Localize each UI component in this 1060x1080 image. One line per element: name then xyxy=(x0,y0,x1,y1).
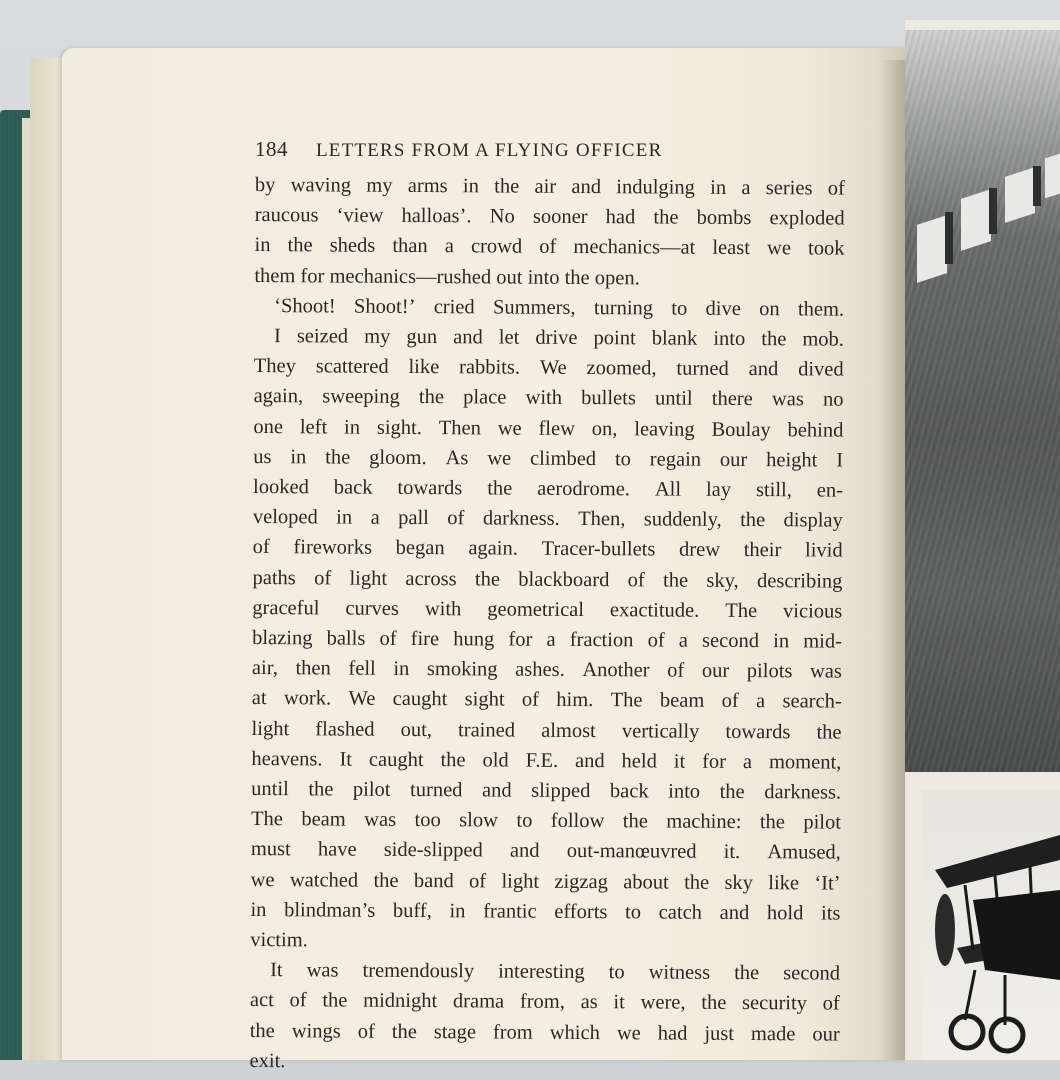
text-line: looked back towards the aerodrome. All lay still, en- xyxy=(252,476,844,502)
text-line: heavens. It caught the old F.E. and held it for a moment, xyxy=(251,747,842,774)
text-line: The beam was too slow to follow the machine: the pilot xyxy=(250,808,842,834)
text-line: at work. We caught sight of him. The beam of a search- xyxy=(251,687,842,714)
text-line: them for mechanics—rushed out into the open. xyxy=(254,264,640,289)
text-line: us in the gloom. As we climbed to regain our height I xyxy=(253,445,844,472)
text-line: of fireworks began again. Tracer-bullets drew their livid xyxy=(252,536,843,563)
text-line: one left in sight. Then we flew on, leaving Boulay behind xyxy=(253,415,844,442)
text-line: It was tremendously interesting to witness the second xyxy=(270,959,841,985)
aerodrome-photo xyxy=(905,30,1060,772)
text-line: I seized my gun and let drive point blank into the mob. xyxy=(273,325,845,351)
text-line: must have side-slipped and out-manœuvred it. Amused, xyxy=(250,838,841,865)
text-line: again, sweeping the place with bullets until there was no xyxy=(253,385,844,412)
text-line: paths of light across the blackboard of the sky, describing xyxy=(252,566,843,593)
hangar-tents xyxy=(905,150,1060,280)
page-number: 184 xyxy=(255,137,288,161)
text-line: we watched the band of light zigzag about the sky like ‘It’ xyxy=(250,868,841,895)
biplane-illustration xyxy=(935,830,1060,1060)
running-title: LETTERS FROM A FLYING OFFICER xyxy=(316,140,663,161)
text-line: air, then fell in smoking ashes. Another of our pilots was xyxy=(251,657,842,683)
text-line: by waving my arms in the air and indulging in a series of xyxy=(254,173,845,200)
running-head xyxy=(255,134,845,170)
text-line: the wings of the stage from which we had just made our xyxy=(249,1019,840,1046)
text-line: in the sheds than a crowd of mechanics—at least we took xyxy=(254,234,845,261)
text-line: until the pilot turned and slipped back into the darkness. xyxy=(251,778,842,804)
text-line: They scattered like rabbits. We zoomed, turned and dived xyxy=(253,355,844,381)
text-line: ‘Shoot! Shoot!’ cried Summers, turning to dive on them. xyxy=(274,294,845,321)
text-line: light flashed out, trained almost vertically towards the xyxy=(251,717,842,744)
text-line: exit. xyxy=(249,1049,286,1073)
text-line: veloped in a pall of darkness. Then, suddenly, the display xyxy=(252,506,843,532)
text-line: act of the midnight drama from, as it were, the security of xyxy=(249,989,840,1016)
body-text xyxy=(249,170,845,1080)
text-line: victim. xyxy=(250,929,308,952)
text-line: in blindman’s buff, in frantic efforts to catch and hold its xyxy=(250,898,841,925)
text-line: blazing balls of fire hung for a fraction of a second in mid- xyxy=(252,627,843,653)
text-line: raucous ‘view halloas’. No sooner had the bombs exploded xyxy=(254,204,845,230)
page-text xyxy=(249,134,845,1076)
text-line: graceful curves with geometrical exactitude. The vicious xyxy=(252,596,843,623)
